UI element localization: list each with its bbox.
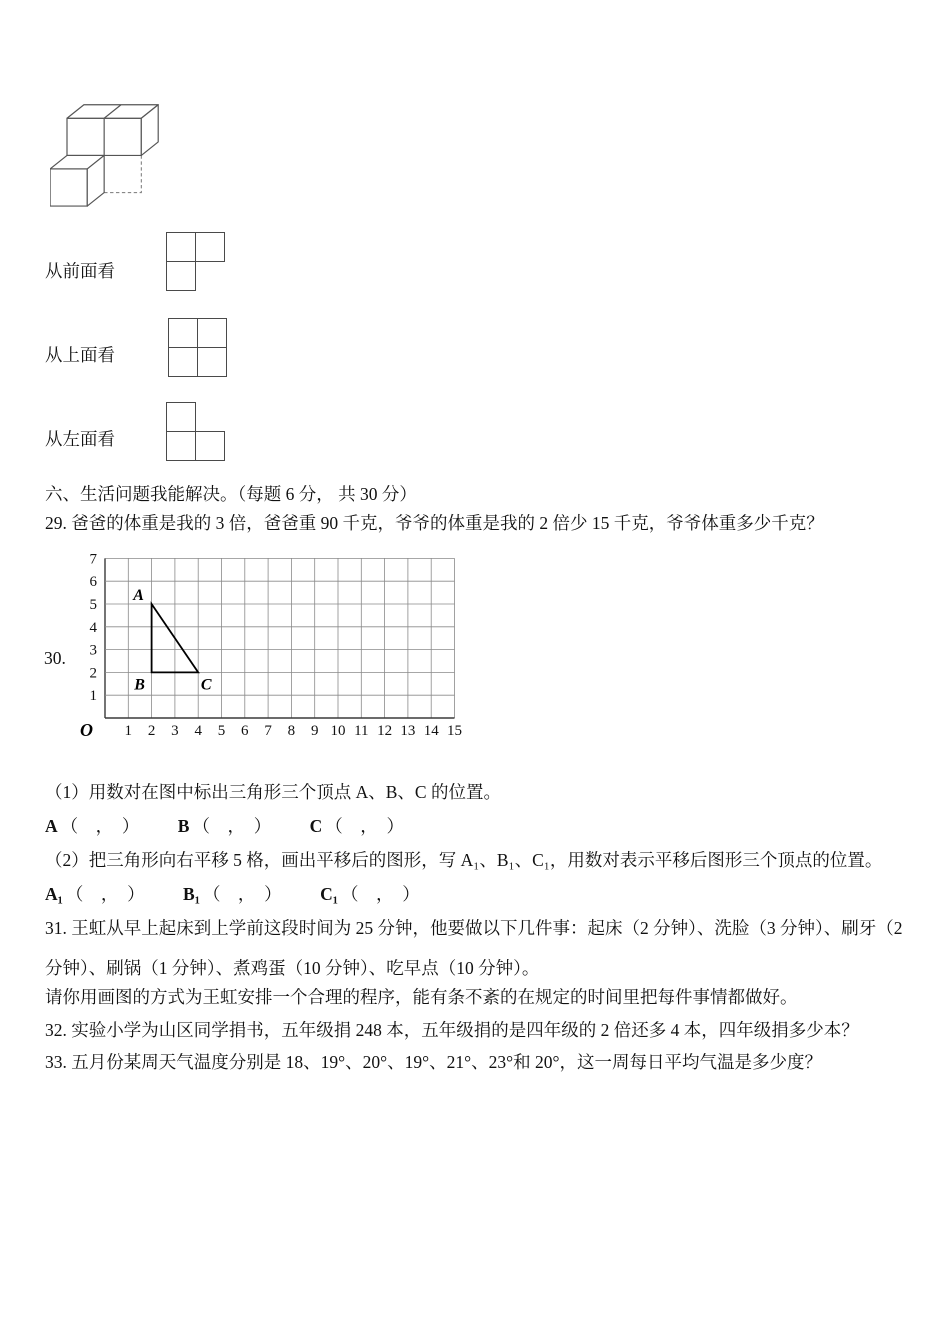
svg-text:3: 3 <box>89 642 97 659</box>
blank-letter: A₁ <box>45 884 63 904</box>
svg-text:6: 6 <box>241 723 249 739</box>
blank-B1 <box>183 881 282 907</box>
svg-text:11: 11 <box>354 723 369 739</box>
blank-letter: C₁ <box>320 884 338 904</box>
blank-letter: B₁ <box>183 884 200 904</box>
svg-text:4: 4 <box>89 619 97 636</box>
view-shape-front <box>166 232 228 294</box>
blank-A1 <box>45 881 145 907</box>
blank-A <box>45 813 139 839</box>
blank-letter: A <box>45 816 58 836</box>
view-shape-left <box>166 402 228 464</box>
blank-C1 <box>320 881 420 907</box>
question-31: 31. 王虹从早上起床到上学前这段时间为 25 分钟，他要做以下几件事：起床（2 分钟）、洗脸（3 分钟）、刷牙（2 分钟）、刷锅（1 分钟）、煮鸡蛋（10 分钟）、吃早点（10 分钟）。 <box>45 918 903 978</box>
blank-parens: （ ， ） <box>340 884 420 904</box>
svg-text:C: C <box>200 676 212 694</box>
question-32: 32. 实验小学为山区同学捐书，五年级捐 248 本，五年级捐的是四年级的 2 倍还多 4 本，四年级捐多少本？ <box>45 1020 859 1040</box>
question-30-blanks-2 <box>45 881 454 907</box>
blank-parens: （ ， ） <box>325 816 404 836</box>
svg-text:B: B <box>134 676 145 694</box>
question-30-number: 30. <box>44 648 66 668</box>
cube-hidden-edges <box>104 155 141 192</box>
lower-cube-front-face <box>50 169 87 206</box>
svg-text:10: 10 <box>330 723 346 739</box>
svg-text:5: 5 <box>89 597 97 613</box>
blank-parens: （ ， ） <box>192 816 272 836</box>
section-heading: 六、生活问题我能解决。（每题 6 分， 共 30 分） <box>45 484 417 504</box>
svg-text:A: A <box>133 587 144 604</box>
blank-B <box>178 813 271 839</box>
blank-C <box>310 813 404 839</box>
question-30-blanks-1 <box>45 813 438 839</box>
question-30-part2: （2）把三角形向右平移 5 格，画出平移后的图形，写 A₁、B₁、C₁，用数对表示平移后图形三个顶点的位置。 <box>45 850 883 870</box>
coordinate-grid <box>78 550 478 746</box>
svg-text:8: 8 <box>287 723 296 739</box>
view-label-top: 从上面看 <box>45 345 115 365</box>
svg-text:5: 5 <box>217 723 226 739</box>
svg-text:13: 13 <box>400 723 416 739</box>
svg-text:14: 14 <box>423 723 439 739</box>
question-33: 33. 五月份某周天气温度分别是 18、19°、20°、19°、21°、23°和 20°，这一周每日平均气温是多少度？ <box>45 1052 822 1072</box>
svg-text:7: 7 <box>89 551 97 568</box>
svg-text:4: 4 <box>194 723 202 739</box>
svg-text:7: 7 <box>264 723 272 739</box>
question-31-note: 请你用画图的方式为王虹安排一个合理的程序，能有条不紊的在规定的时间里把每件事情都做好。 <box>45 987 798 1007</box>
svg-text:2: 2 <box>147 723 156 739</box>
svg-text:1: 1 <box>124 723 133 739</box>
svg-text:12: 12 <box>377 723 393 739</box>
blank-letter: C <box>309 816 323 836</box>
svg-text:15: 15 <box>447 723 462 739</box>
svg-text:6: 6 <box>89 574 97 591</box>
svg-text:2: 2 <box>89 665 97 682</box>
blank-parens: （ ， ） <box>65 884 145 904</box>
svg-text:3: 3 <box>171 723 179 739</box>
blank-parens: （ ， ） <box>60 816 140 836</box>
blank-parens: （ ， ） <box>202 884 282 904</box>
isometric-cube-figure <box>50 98 160 212</box>
view-shape-top <box>168 318 230 380</box>
question-29: 29. 爸爸的体重是我的 3 倍，爸爸重 90 千克，爷爷的体重是我的 2 倍少 15 千克，爷爷体重多少千克？ <box>45 513 824 533</box>
svg-text:1: 1 <box>89 688 97 705</box>
svg-text:9: 9 <box>310 723 319 739</box>
svg-text:O: O <box>80 720 93 740</box>
blank-letter: B <box>177 816 190 836</box>
question-30-part1: （1）用数对在图中标出三角形三个顶点 A、B、C 的位置。 <box>45 782 501 802</box>
view-label-front: 从前面看 <box>45 261 115 281</box>
view-label-left: 从左面看 <box>45 429 115 449</box>
